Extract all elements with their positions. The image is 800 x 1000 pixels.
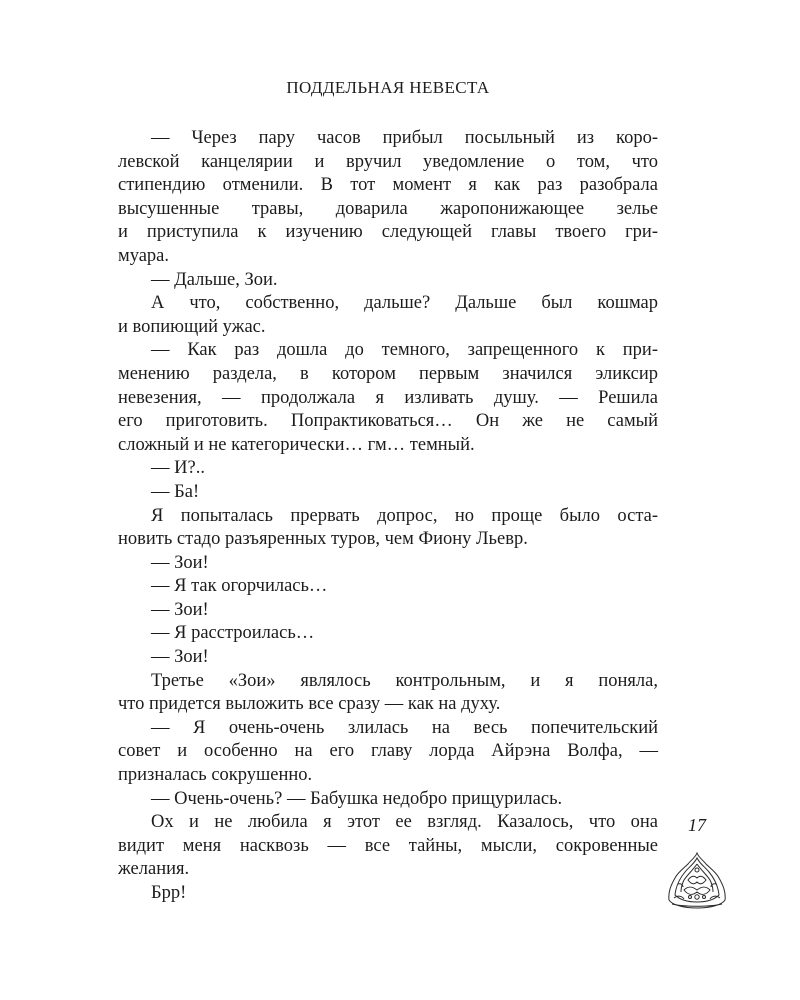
- text-line: Брр!: [151, 883, 187, 903]
- text-line: — Дальше, Зои.: [151, 269, 278, 290]
- text-line: левской канцелярии и вручил уведомление о том, что: [118, 151, 658, 172]
- text-line: — Я очень-очень злилась на весь попечительский: [151, 717, 658, 738]
- text-line: муара.: [118, 245, 170, 266]
- text-line: совет и особенно на его главу лорда Айрэна Волфа, —: [118, 741, 658, 762]
- text-line: желания.: [118, 859, 190, 880]
- text-line: сложный и не категорически… гм… темный.: [118, 434, 475, 455]
- text-line: — Ба!: [151, 481, 200, 502]
- text-line: Третье «Зои» являлось контрольным, и я поняла,: [151, 670, 658, 691]
- text-line: менению раздела, в котором первым значился эликсир: [118, 363, 658, 384]
- running-title: ПОДДЕЛЬНАЯ НЕВЕСТА: [286, 78, 490, 97]
- text-line: видит меня насквозь — все тайны, мысли, сокровенные: [118, 835, 658, 856]
- text-line: что придется выложить все сразу — как на духу.: [118, 694, 501, 715]
- text-line: и приступила к изучению следующей главы твоего гри-: [118, 222, 658, 243]
- text-line: — Зои!: [151, 552, 209, 573]
- text-line: невезения, — продолжала я изливать душу. — Решила: [118, 387, 658, 408]
- text-line: призналась сокрушенно.: [118, 765, 313, 786]
- text-line: — Я расстроилась…: [151, 623, 315, 644]
- text-line: — Зои!: [151, 599, 209, 620]
- text-line: Ох и не любила я этот ее взгляд. Казалось, что она: [151, 812, 658, 833]
- body-text: [118, 127, 658, 906]
- text-line: — Зои!: [151, 647, 209, 668]
- text-line: новить стадо разъяренных туров, чем Фиону Льевр.: [118, 529, 528, 550]
- decorative-ornament-icon: [664, 850, 730, 912]
- text-line: Я попыталась прервать допрос, но проще было оста-: [151, 505, 658, 526]
- text-line: А что, собственно, дальше? Дальше был кошмар: [151, 293, 658, 314]
- text-line: — Я так огорчилась…: [151, 576, 328, 597]
- page-number: 17: [688, 815, 706, 835]
- text-line: — Как раз дошла до темного, запрещенного к при-: [151, 340, 658, 361]
- text-line: — Через пару часов прибыл посыльный из коро-: [151, 128, 658, 148]
- text-line: — Очень-очень? — Бабушка недобро прищурилась.: [151, 788, 563, 809]
- text-line: и вопиющий ужас.: [118, 316, 266, 337]
- text-line: его приготовить. Попрактиковаться… Он же не самый: [118, 411, 658, 432]
- text-line: высушенные травы, доварила жаропонижающее зелье: [118, 198, 658, 219]
- text-line: стипендию отменили. В тот момент я как раз разобрала: [118, 175, 658, 196]
- text-line: — И?..: [151, 458, 205, 479]
